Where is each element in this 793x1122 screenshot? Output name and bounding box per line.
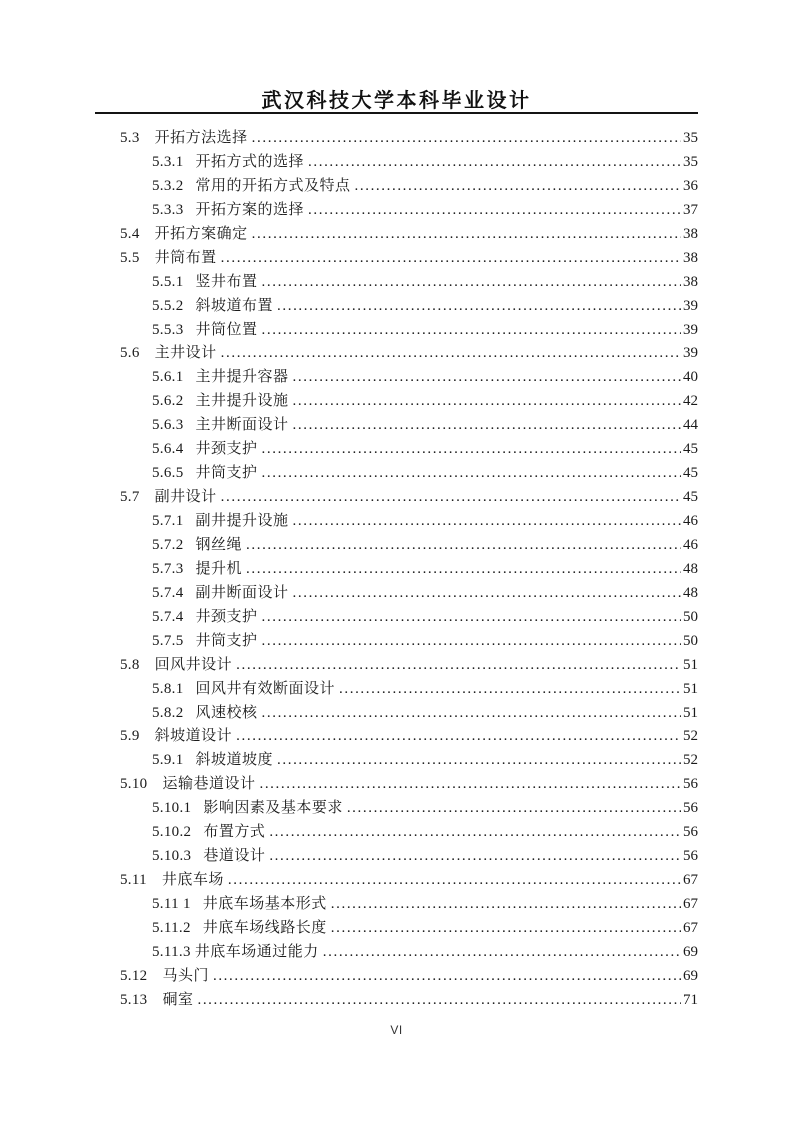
toc-entry-number: 5.3.3 xyxy=(152,201,184,218)
toc-entry-title: 井筒支护 xyxy=(195,465,258,482)
toc-entry-title: 斜坡道设计 xyxy=(154,728,233,745)
toc-entry-page: 46 xyxy=(683,513,698,529)
toc-entry-title: 井筒支护 xyxy=(195,632,258,649)
toc-entry xyxy=(95,365,698,389)
toc-entry xyxy=(95,772,698,796)
toc-entry-page: 42 xyxy=(683,393,698,410)
toc-entry xyxy=(95,605,698,629)
toc-dot-leader xyxy=(228,872,681,889)
toc-dot-leader xyxy=(246,561,681,578)
toc-dot-leader xyxy=(252,226,681,243)
toc-entry xyxy=(95,724,698,748)
toc-dot-leader xyxy=(277,752,681,769)
toc-entry xyxy=(95,270,698,294)
toc-entry xyxy=(95,509,698,533)
toc-dot-leader xyxy=(262,465,681,482)
toc-entry-number: 5.7.5 xyxy=(152,632,184,649)
toc-entry xyxy=(95,485,698,509)
toc-entry xyxy=(95,246,698,270)
toc-entry-title: 常用的开拓方式及特点 xyxy=(195,177,351,194)
toc-entry-number: 5.5.3 xyxy=(152,321,184,338)
footer-page-number: VI xyxy=(390,1023,403,1037)
toc-entry-page: 50 xyxy=(683,632,698,649)
toc-dot-leader xyxy=(269,824,681,841)
toc-entry-page: 67 xyxy=(683,919,698,936)
toc-dot-leader xyxy=(197,992,681,1009)
toc-entry-title: 钢丝绳 xyxy=(195,536,243,553)
toc-entry-number: 5.7.4 xyxy=(152,584,184,601)
toc-entry-number: 5.10.1 xyxy=(152,800,192,817)
toc-entry-title: 斜坡道坡度 xyxy=(195,752,274,769)
toc-entry-page: 38 xyxy=(683,273,698,290)
toc-entry-number: 5.10.3 xyxy=(152,848,192,865)
toc-entry-number: 5.5 xyxy=(120,249,140,266)
toc-entry-number: 5.7 xyxy=(120,489,140,506)
toc-entry-page: 39 xyxy=(683,321,698,338)
toc-entry-title: 布置方式 xyxy=(203,824,266,841)
toc-entry xyxy=(95,629,698,653)
toc-dot-leader xyxy=(236,657,681,674)
toc-entry-title: 影响因素及基本要求 xyxy=(203,800,343,817)
toc-dot-leader xyxy=(323,944,681,961)
toc-entry-number: 5.7.3 xyxy=(152,560,184,577)
toc-entry xyxy=(95,820,698,844)
toc-dot-leader xyxy=(262,705,681,722)
toc-entry-title: 回风井设计 xyxy=(154,656,233,673)
toc-entry-title: 井底车场 xyxy=(161,872,224,889)
toc-entry-title: 开拓方式的选择 xyxy=(195,153,305,170)
toc-dot-leader xyxy=(213,968,681,985)
toc-entry-page: 35 xyxy=(683,130,698,146)
toc-entry-page: 35 xyxy=(683,153,698,170)
toc-entry xyxy=(95,916,698,940)
toc-entry-number: 5.13 xyxy=(120,991,148,1008)
toc-entry-page: 45 xyxy=(683,441,698,458)
toc-entry-page: 46 xyxy=(683,536,698,553)
toc-entry-page: 50 xyxy=(683,608,698,625)
toc-dot-leader xyxy=(308,202,681,219)
toc-entry xyxy=(95,940,698,964)
toc-entry-title: 井颈支护 xyxy=(195,608,258,625)
toc-entry xyxy=(95,677,698,701)
toc-dot-leader xyxy=(339,681,681,698)
toc-entry-number: 5.3.1 xyxy=(152,153,184,170)
toc-entry-page: 51 xyxy=(683,656,698,673)
toc-dot-leader xyxy=(331,896,681,913)
toc-entry-page: 51 xyxy=(683,704,698,721)
toc-dot-leader xyxy=(355,178,681,195)
toc-entry-page: 67 xyxy=(683,896,698,912)
toc-entry-title: 提升机 xyxy=(195,560,243,577)
toc-dot-leader xyxy=(293,393,681,410)
toc-entry-title: 主井断面设计 xyxy=(195,417,289,434)
toc-entry-title: 井底车场基本形式 xyxy=(202,896,327,912)
toc-entry-title: 开拓方案确定 xyxy=(154,225,248,242)
toc-entry-title: 主井提升设施 xyxy=(195,393,289,410)
toc-entry-title: 主井提升容器 xyxy=(195,369,289,386)
toc-entry xyxy=(95,222,698,246)
toc-entry xyxy=(95,413,698,437)
toc-entry-page: 39 xyxy=(683,297,698,314)
toc-entry-page: 56 xyxy=(683,848,698,865)
toc-entry-page: 48 xyxy=(683,584,698,601)
toc-entry-page: 36 xyxy=(683,177,698,194)
toc-entry-title: 开拓方案的选择 xyxy=(195,201,305,218)
toc-entry-title: 副井断面设计 xyxy=(195,584,289,601)
toc-entry xyxy=(95,557,698,581)
toc-entry-title: 斜坡道布置 xyxy=(195,297,274,314)
toc-entry xyxy=(95,844,698,868)
toc-dot-leader xyxy=(262,322,681,339)
toc-entry-page: 38 xyxy=(683,225,698,242)
toc-entry xyxy=(95,150,698,174)
toc-entry-page: 71 xyxy=(683,991,698,1008)
toc-entry-page: 39 xyxy=(683,345,698,362)
toc-entry-page: 56 xyxy=(683,824,698,841)
toc-dot-leader xyxy=(293,585,681,602)
toc-dot-leader xyxy=(262,274,681,291)
toc-entry-page: 69 xyxy=(683,967,698,984)
toc-entry-number: 5.7.2 xyxy=(152,536,184,553)
toc-dot-leader xyxy=(246,537,681,554)
toc-dot-leader xyxy=(293,417,681,434)
toc-entry-page: 37 xyxy=(683,201,698,218)
toc-entry-number: 5.7.4 xyxy=(152,608,184,625)
toc-entry-title: 风速校核 xyxy=(195,704,258,721)
toc-entry-page: 45 xyxy=(683,465,698,482)
toc-entry-number: 5.5.2 xyxy=(152,297,184,314)
toc-entry-number: 5.6.3 xyxy=(152,417,184,434)
toc-entry-number: 5.8.1 xyxy=(152,680,184,697)
toc-entry xyxy=(95,126,698,150)
toc-dot-leader xyxy=(262,441,681,458)
toc-dot-leader xyxy=(293,513,681,530)
toc-entry xyxy=(95,892,698,916)
toc-entry-number: 5.6 xyxy=(120,345,140,362)
toc-entry xyxy=(95,988,698,1012)
toc-entry-title: 竖井布置 xyxy=(195,273,258,290)
toc-entry-page: 40 xyxy=(683,369,698,386)
toc-dot-leader xyxy=(221,250,681,267)
toc-entry-title: 硐室 xyxy=(162,991,194,1008)
toc-entry-number: 5.10.2 xyxy=(152,824,192,841)
toc-list xyxy=(95,126,698,1012)
toc-entry-number: 5.6.2 xyxy=(152,393,184,410)
page-header-title: 武汉科技大学本科毕业设计 xyxy=(261,90,532,112)
toc-entry-title: 运输巷道设计 xyxy=(162,776,256,793)
toc-entry-number: 5.6.5 xyxy=(152,465,184,482)
toc-entry-title: 井颈支护 xyxy=(195,441,258,458)
toc-entry-page: 48 xyxy=(683,560,698,577)
toc-dot-leader xyxy=(221,489,681,506)
toc-entry-number: 5.11 xyxy=(120,872,147,889)
toc-entry-number: 5.11 1 xyxy=(152,896,191,912)
toc-entry-number: 5.10 xyxy=(120,776,148,793)
toc-entry-title: 副井设计 xyxy=(154,489,217,506)
toc-entry-title: 马头门 xyxy=(162,967,209,984)
toc-entry-page: 67 xyxy=(683,872,698,889)
toc-dot-leader xyxy=(293,369,681,386)
toc-entry xyxy=(95,174,698,198)
toc-entry xyxy=(95,653,698,677)
toc-entry-title: 回风井有效断面设计 xyxy=(195,680,336,697)
toc-dot-leader xyxy=(252,130,681,147)
toc-entry-number: 5.6.1 xyxy=(152,369,184,386)
toc-entry xyxy=(95,796,698,820)
toc-dot-leader xyxy=(269,848,681,865)
toc-entry-number: 5.6.4 xyxy=(152,441,184,458)
toc-entry xyxy=(95,198,698,222)
toc-entry xyxy=(95,294,698,318)
toc-entry-page: 56 xyxy=(683,800,698,817)
toc-entry-page: 52 xyxy=(683,752,698,769)
toc-entry-title: 井底车场通过能力 xyxy=(194,943,319,960)
toc-dot-leader xyxy=(262,609,681,626)
toc-entry-number: 5.8.2 xyxy=(152,704,184,721)
header-rule xyxy=(95,112,698,114)
toc-dot-leader xyxy=(331,920,681,937)
toc-entry-number: 5.9 xyxy=(120,728,140,745)
toc-entry-number: 5.11.2 xyxy=(152,919,191,936)
toc-entry-page: 38 xyxy=(683,249,698,266)
toc-entry-page: 52 xyxy=(683,728,698,745)
toc-dot-leader xyxy=(236,728,681,745)
toc-entry-title: 井筒位置 xyxy=(195,321,258,338)
toc-entry-page: 44 xyxy=(683,417,698,434)
toc-entry xyxy=(95,868,698,892)
toc-entry-number: 5.8 xyxy=(120,656,140,673)
toc-entry-title: 主井设计 xyxy=(154,345,217,362)
toc-entry-number: 5.4 xyxy=(120,225,140,242)
toc-entry-title: 开拓方法选择 xyxy=(154,130,248,146)
toc-entry-title: 巷道设计 xyxy=(203,848,266,865)
toc-entry-number: 5.12 xyxy=(120,967,148,984)
toc-entry xyxy=(95,461,698,485)
toc-entry xyxy=(95,437,698,461)
toc-dot-leader xyxy=(259,776,681,793)
toc-dot-leader xyxy=(277,298,681,315)
toc-entry-number: 5.5.1 xyxy=(152,273,184,290)
toc-entry xyxy=(95,964,698,988)
toc-entry-title: 井筒布置 xyxy=(154,249,217,266)
toc-entry xyxy=(95,341,698,365)
toc-entry xyxy=(95,318,698,342)
toc-dot-leader xyxy=(347,800,681,817)
toc-entry-number: 5.7.1 xyxy=(152,513,184,529)
toc-dot-leader xyxy=(262,633,681,650)
toc-entry xyxy=(95,701,698,725)
toc-entry xyxy=(95,748,698,772)
toc-entry-number: 5.9.1 xyxy=(152,752,184,769)
toc-entry-page: 45 xyxy=(683,489,698,506)
toc-entry-page: 51 xyxy=(683,680,698,697)
toc-dot-leader xyxy=(221,345,681,362)
toc-dot-leader xyxy=(308,154,681,171)
toc-entry-page: 56 xyxy=(683,776,698,793)
toc-entry-number: 5.11.3 xyxy=(152,943,191,960)
toc-entry-page: 69 xyxy=(683,943,698,960)
toc-entry-number: 5.3 xyxy=(120,130,140,146)
toc-entry xyxy=(95,533,698,557)
toc-entry-title: 井底车场线路长度 xyxy=(202,919,327,936)
toc-entry xyxy=(95,389,698,413)
toc-entry-title: 副井提升设施 xyxy=(195,513,289,529)
toc-entry xyxy=(95,581,698,605)
toc-entry-number: 5.3.2 xyxy=(152,177,184,194)
